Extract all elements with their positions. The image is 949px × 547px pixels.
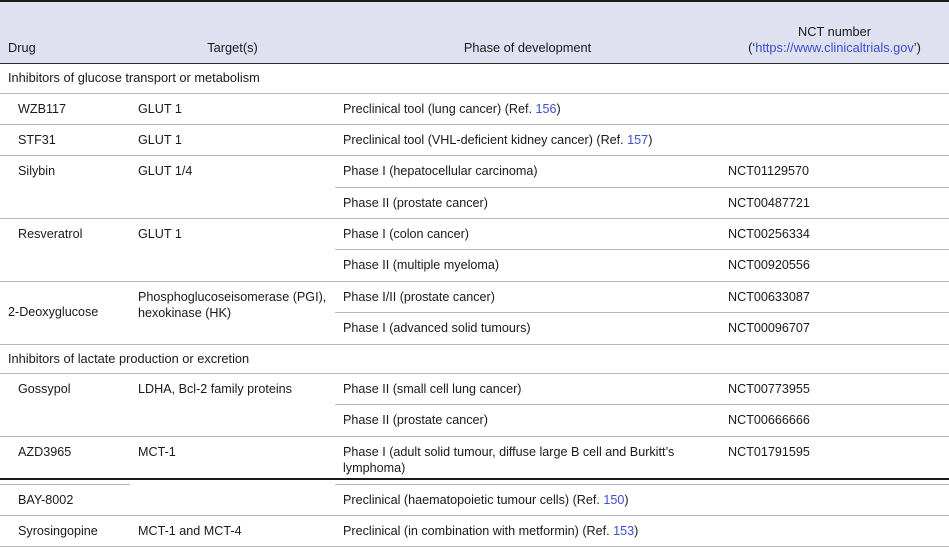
- reference-link[interactable]: 157: [627, 132, 649, 147]
- phase-text: Preclinical tool (VHL-deficient kidney cancer) (Ref.: [343, 132, 628, 147]
- cell-target: MCT-1 and MCT-4: [130, 515, 335, 546]
- cell-nct: NCT00487721: [720, 187, 949, 218]
- cell-nct: NCT00920556: [720, 250, 949, 281]
- section-label: Inhibitors of lactate production or excretion: [8, 350, 250, 366]
- cell-target: GLUT 1/4: [130, 156, 335, 219]
- cell-phase: Phase I (advanced solid tumours): [335, 313, 720, 344]
- table-body: [0, 64, 949, 547]
- column-header-nct: [720, 2, 949, 64]
- reference-link[interactable]: 156: [535, 101, 557, 116]
- cell-target: GLUT 1: [130, 93, 335, 124]
- cell-phase: [335, 124, 720, 155]
- cell-phase: [335, 93, 720, 124]
- cell-phase: Phase II (small cell lung cancer): [335, 374, 720, 405]
- cell-phase: Phase I/II (prostate cancer): [335, 281, 720, 312]
- cell-target: GLUT 1: [130, 124, 335, 155]
- table-row: [0, 281, 949, 312]
- cell-nct: NCT00256334: [720, 219, 949, 250]
- cell-nct: [720, 484, 949, 515]
- phase-text-suffix: ): [648, 132, 653, 147]
- reference-link[interactable]: 153: [613, 523, 635, 538]
- cell-drug: Silybin: [0, 156, 130, 219]
- cell-nct: NCT00633087: [720, 281, 949, 312]
- cell-target: MCT-1: [130, 436, 335, 515]
- cell-phase: Phase II (prostate cancer): [335, 187, 720, 218]
- nct-paren-close: ’): [913, 40, 921, 56]
- cell-nct: NCT00773955: [720, 374, 949, 405]
- table-section-header: [0, 344, 949, 374]
- cell-nct: NCT01129570: [720, 156, 949, 187]
- column-header-drug: [0, 2, 130, 64]
- table-row: [0, 515, 949, 546]
- column-header-target: [130, 2, 335, 64]
- cell-phase: Phase II (multiple myeloma): [335, 250, 720, 281]
- phase-text-suffix: ): [624, 492, 629, 507]
- cell-nct: NCT00096707: [720, 313, 949, 344]
- table-row: [0, 219, 949, 250]
- table-section-header-cell: [0, 64, 949, 94]
- table-row: [0, 156, 949, 187]
- phase-text: Preclinical tool (lung cancer) (Ref.: [343, 101, 536, 116]
- table-row: [0, 374, 949, 405]
- cell-drug: Gossypol: [0, 374, 130, 437]
- cell-drug: AZD3965: [0, 436, 130, 484]
- reference-link[interactable]: 150: [603, 492, 625, 507]
- cell-nct: [720, 515, 949, 546]
- cell-phase: [335, 484, 720, 515]
- column-header-phase: [335, 2, 720, 64]
- clinicaltrials-link[interactable]: https://www.clinicaltrials.gov: [755, 40, 914, 56]
- cell-nct: NCT00666666: [720, 405, 949, 436]
- cell-phase: Phase II (prostate cancer): [335, 405, 720, 436]
- cell-phase: Phase I (colon cancer): [335, 219, 720, 250]
- table-row: [0, 124, 949, 155]
- nct-paren-open: (‘: [748, 40, 756, 56]
- table-row: [0, 93, 949, 124]
- cell-drug: STF31: [0, 124, 130, 155]
- table-header-row: [0, 2, 949, 64]
- column-header-nct-sublabel: [728, 40, 941, 56]
- table-header: [0, 2, 949, 64]
- table-section-header: [0, 64, 949, 94]
- cell-target: Phosphoglucoseisomerase (PGI), hexokinase (HK): [130, 281, 335, 344]
- cell-drug: BAY-8002: [0, 484, 130, 515]
- column-header-nct-label: NCT number: [797, 24, 871, 40]
- table-row: [0, 436, 949, 484]
- cell-target: LDHA, Bcl-2 family proteins: [130, 374, 335, 437]
- phase-text-suffix: ): [556, 101, 561, 116]
- cell-target: GLUT 1: [130, 219, 335, 282]
- cell-drug: Resveratrol: [0, 219, 130, 282]
- column-header-phase-label: Phase of development: [463, 40, 592, 56]
- column-header-drug-label: Drug: [8, 40, 36, 56]
- drug-development-table: [0, 2, 949, 547]
- phase-text: Preclinical (in combination with metformin) (Ref.: [343, 523, 614, 538]
- column-header-target-label: Target(s): [207, 40, 258, 56]
- cell-nct: [720, 124, 949, 155]
- section-label: Inhibitors of glucose transport or metabolism: [8, 70, 260, 85]
- phase-text-suffix: ): [634, 523, 639, 538]
- cell-drug: WZB117: [0, 93, 130, 124]
- cell-phase: [335, 515, 720, 546]
- cell-phase: Phase I (adult solid tumour, diffuse large B cell and Burkitt’s lymphoma): [335, 436, 720, 484]
- cell-nct: NCT01791595: [720, 436, 949, 484]
- cell-drug: Syrosingopine: [0, 515, 130, 546]
- table-section-header-cell: [0, 344, 949, 374]
- phase-text: Preclinical (haematopoietic tumour cells) (Ref.: [343, 492, 604, 507]
- cell-nct: [720, 93, 949, 124]
- cell-drug: 2-Deoxyglucose: [0, 281, 130, 344]
- cell-phase: Phase I (hepatocellular carcinoma): [335, 156, 720, 187]
